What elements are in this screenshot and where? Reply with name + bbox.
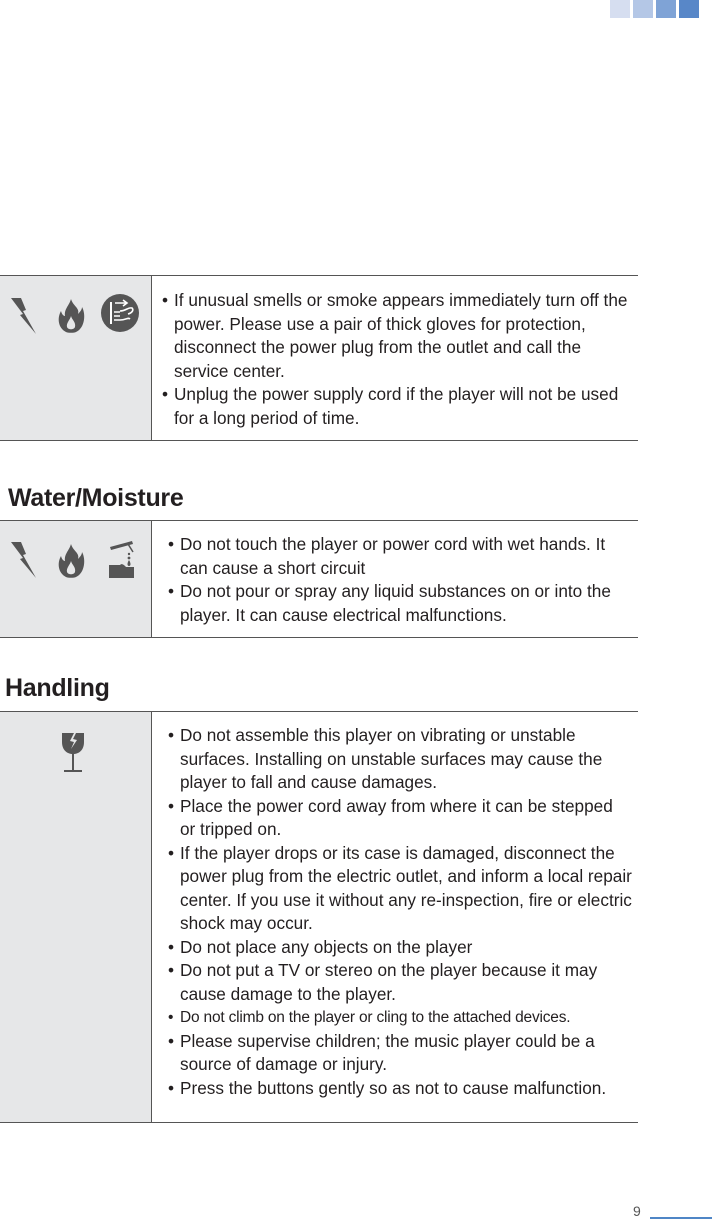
fire-icon xyxy=(56,298,86,334)
item-text: Do not place any objects on the player xyxy=(180,936,473,957)
bullet: • xyxy=(168,960,175,980)
section-heading-water-moisture: Water/Moisture xyxy=(8,484,184,512)
bullet: • xyxy=(168,725,175,745)
bullet: • xyxy=(168,1077,175,1098)
bullet: • xyxy=(168,795,175,816)
item-text: Place the power cord away from where it can be stepped or tripped on. xyxy=(180,795,613,839)
lightning-icon xyxy=(9,296,39,338)
handling-section xyxy=(0,711,638,1123)
bullet: • xyxy=(162,384,169,404)
page-number: 9 xyxy=(633,1203,641,1219)
item-text: Please supervise children; the music player could be a source of damage or injury. xyxy=(180,1030,595,1074)
fragile-glass-icon xyxy=(60,732,86,774)
safety-item xyxy=(158,580,632,627)
item-text: Press the buttons gently so as not to cause malfunction. xyxy=(180,1077,607,1098)
safety-item xyxy=(158,936,632,960)
item-text: If unusual smells or smoke appears immediately turn off the power. Please use a pair of thick gloves for protection, disconnect the power plug from the outlet and call the service center. xyxy=(174,290,628,381)
icon-cell xyxy=(0,712,152,1122)
text-cell xyxy=(152,521,638,637)
safety-item xyxy=(158,842,632,936)
item-text: Do not pour or spray any liquid substances on or into the player. It can cause electrical malfunctions. xyxy=(180,581,611,625)
bullet: • xyxy=(168,842,175,863)
color-square xyxy=(679,0,699,18)
item-text: Do not climb on the player or cling to the attached devices. xyxy=(180,1009,571,1026)
lightning-icon xyxy=(9,540,39,582)
safety-item xyxy=(152,289,632,383)
bullet: • xyxy=(162,290,169,310)
item-text: If the player drops or its case is damaged, disconnect the power plug from the electric outlet, and inform a local repair center. If you use it without any re-inspection, fire or electric shock may occur. xyxy=(180,842,632,933)
header-color-squares xyxy=(610,0,699,18)
safety-item xyxy=(158,1006,632,1030)
item-text: Unplug the power supply cord if the player will not be used for a long period of time. xyxy=(174,384,619,428)
page-number-underline xyxy=(650,1217,712,1219)
power-safety-section xyxy=(0,275,638,441)
safety-item xyxy=(158,724,632,795)
safety-item xyxy=(158,533,632,580)
safety-item xyxy=(158,959,632,1006)
unplug-icon xyxy=(100,293,140,333)
item-text: Do not put a TV or stereo on the player because it may cause damage to the player. xyxy=(180,960,598,1004)
color-square xyxy=(656,0,676,18)
color-square xyxy=(633,0,653,18)
fire-icon xyxy=(56,543,86,579)
icon-cell xyxy=(0,276,152,440)
water-moisture-section xyxy=(0,520,638,638)
item-text: Do not touch the player or power cord with wet hands. It can cause a short circuit xyxy=(180,534,606,578)
icon-cell xyxy=(0,521,152,637)
bullet: • xyxy=(168,581,175,601)
text-cell xyxy=(152,712,638,1122)
color-square xyxy=(610,0,630,18)
bullet: • xyxy=(168,1009,174,1026)
safety-item xyxy=(158,1030,632,1077)
item-text: Do not assemble this player on vibrating or unstable surfaces. Installing on unstable surfaces may cause the player to fall and cause damages. xyxy=(180,725,603,792)
text-cell xyxy=(152,276,638,440)
section-heading-handling: Handling xyxy=(5,674,110,702)
bullet: • xyxy=(168,1030,175,1051)
bullet: • xyxy=(168,534,175,554)
safety-item xyxy=(158,1077,632,1101)
safety-item xyxy=(158,795,632,842)
liquid-hand-icon xyxy=(106,539,140,579)
safety-item xyxy=(152,383,632,430)
bullet: • xyxy=(168,936,175,957)
